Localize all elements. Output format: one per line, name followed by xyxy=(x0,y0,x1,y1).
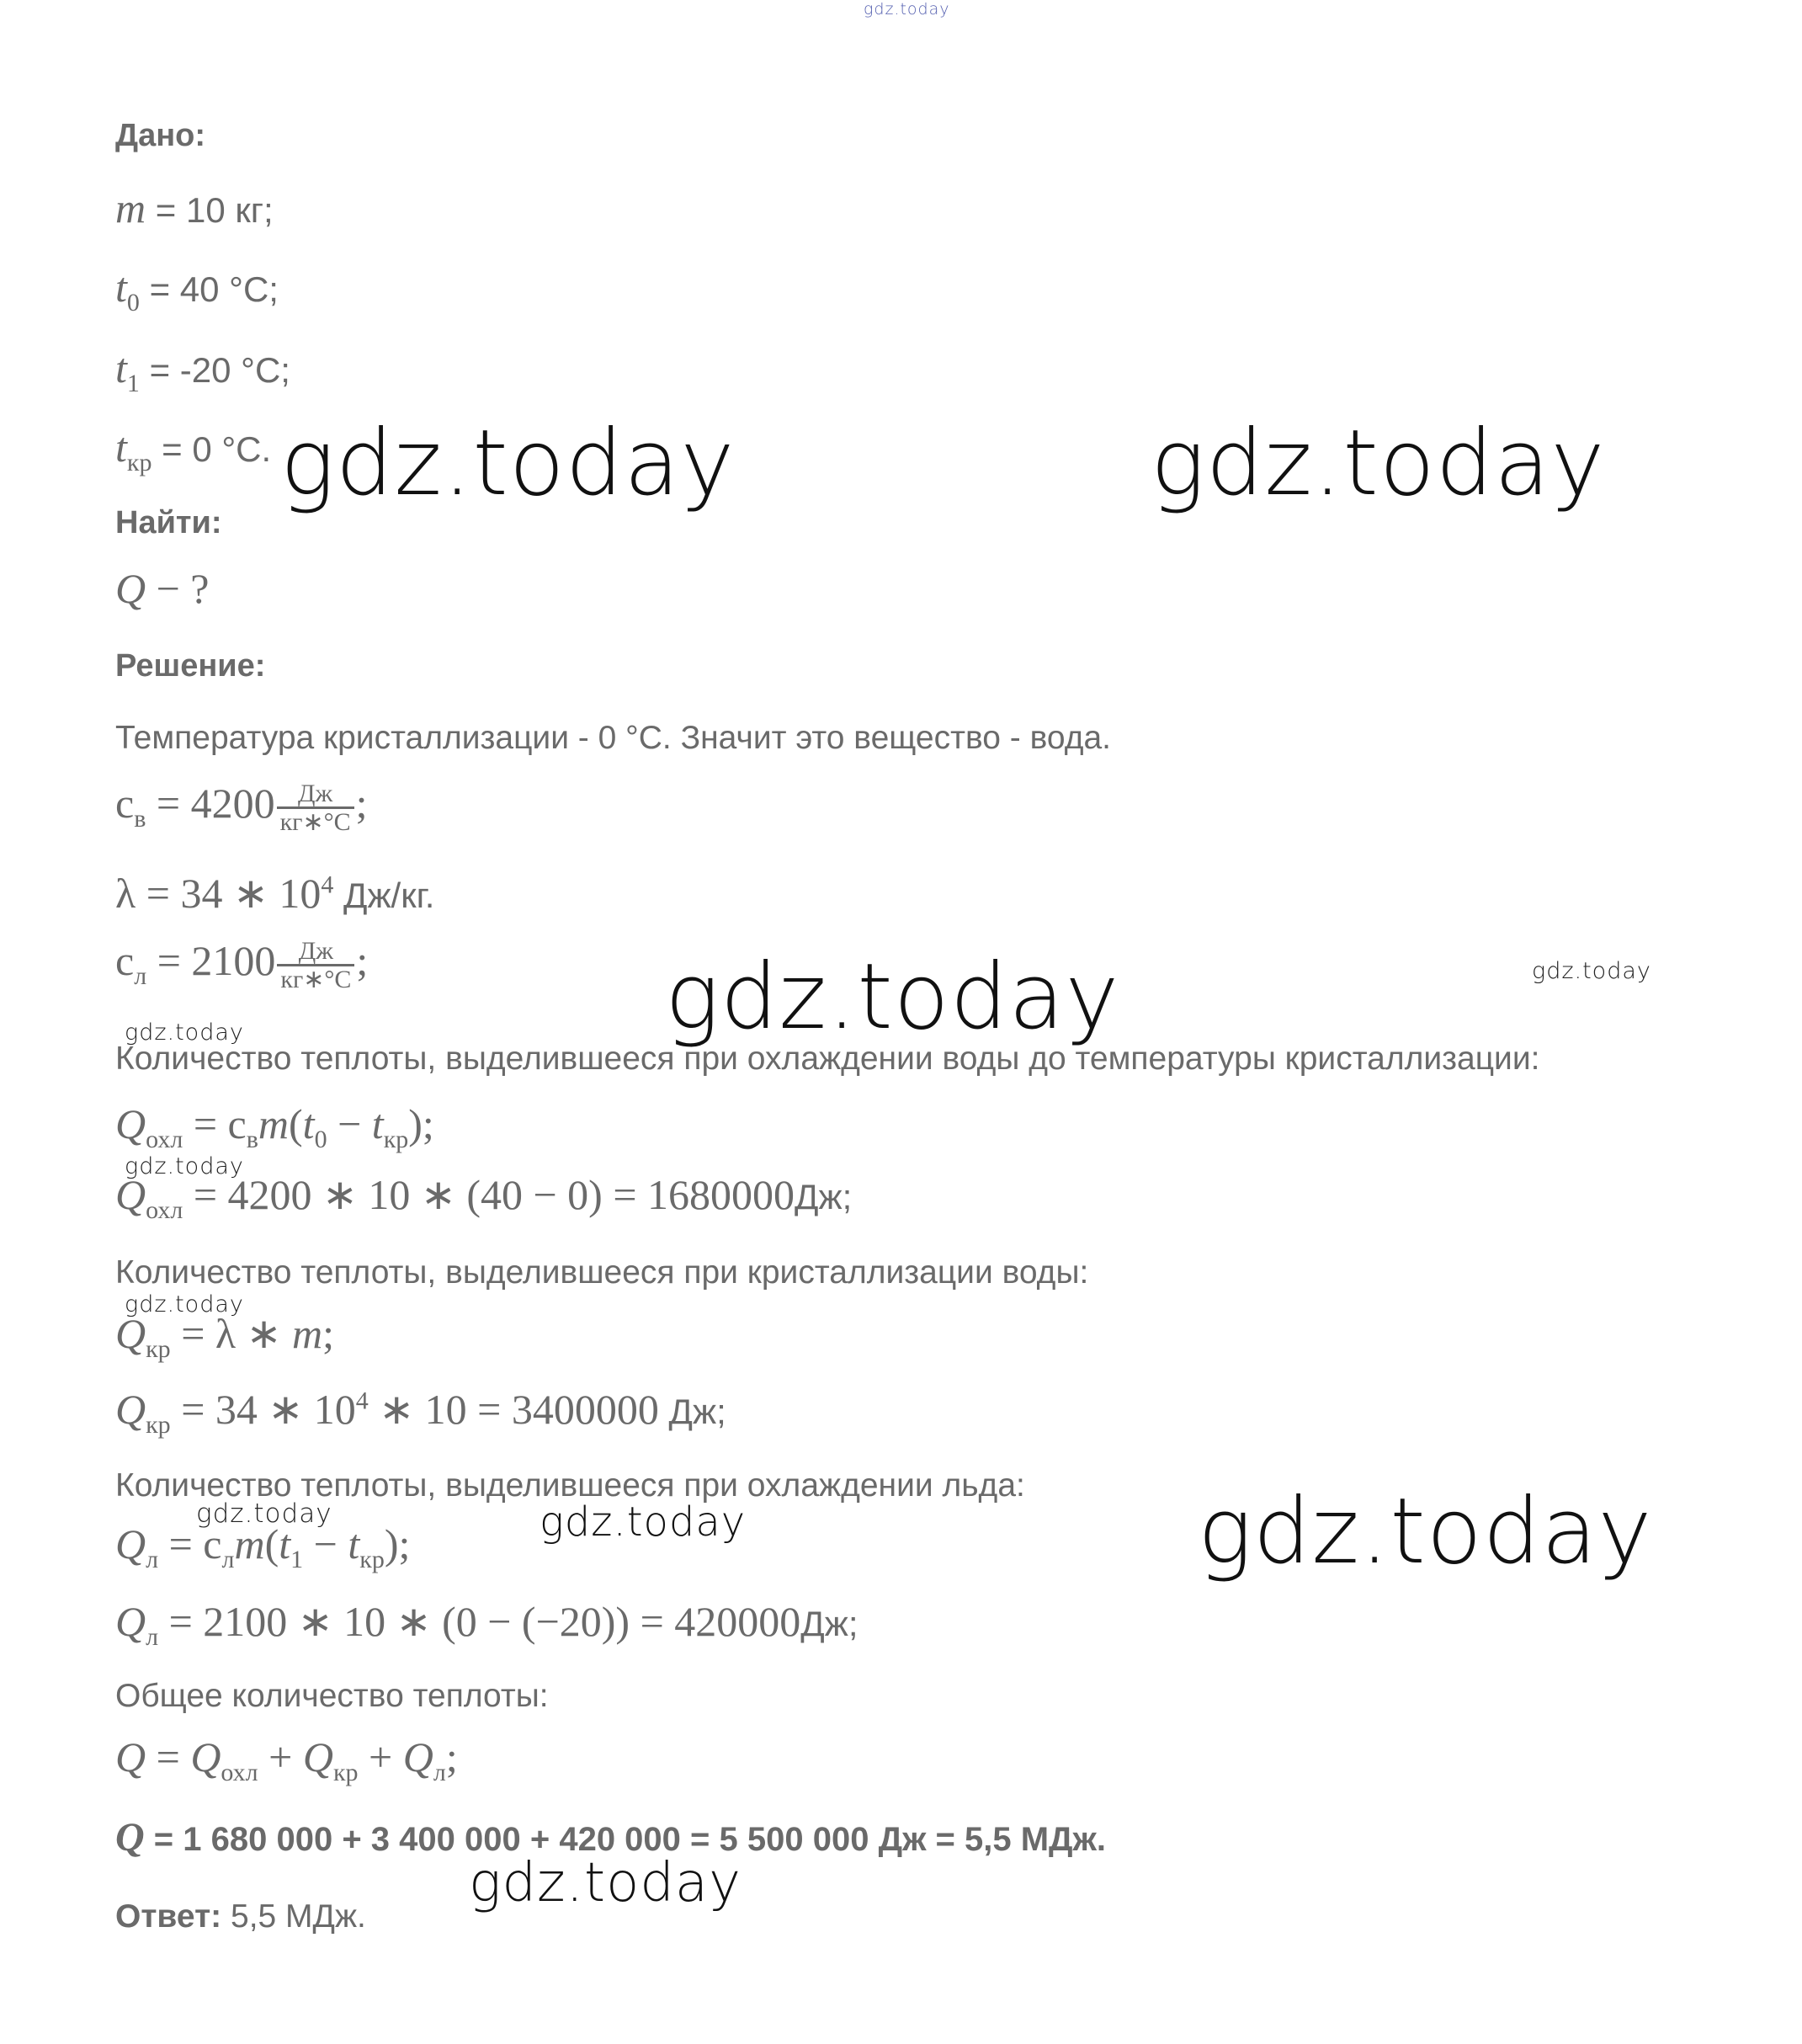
find-heading: Найти: xyxy=(115,505,222,540)
q-l-m: m xyxy=(234,1520,265,1568)
total-text: Общее количество теплоты: xyxy=(115,1678,549,1714)
q-ohl-close: ); xyxy=(408,1100,434,1147)
watermark-small-5: gdz.today xyxy=(196,1498,332,1529)
q-kr-lhs-sub: кр xyxy=(146,1335,171,1363)
q-kr-calc-exp: 4 xyxy=(355,1387,369,1415)
watermark-large-4: gdz.today xyxy=(1198,1479,1653,1584)
q-kr-calc-expr2: ∗ 10 = 3400000 xyxy=(368,1386,659,1433)
mass-value: = 10 кг; xyxy=(146,190,274,230)
watermark-small-2: gdz.today xyxy=(125,1019,244,1046)
lambda-symbol: λ xyxy=(115,870,136,917)
specific-heat-ice xyxy=(115,936,368,993)
q-ohl-calc-unit: Дж; xyxy=(795,1177,853,1216)
q-l-calc-expr: = 2100 ∗ 10 ∗ (0 − (−20)) = 420000 xyxy=(158,1598,801,1645)
cl-symbol: c xyxy=(115,937,135,984)
q-l-calc-unit: Дж; xyxy=(800,1604,858,1643)
q-ohl-open: ( xyxy=(289,1100,303,1147)
q-total-c-sub: л xyxy=(433,1759,446,1786)
answer xyxy=(115,1898,366,1935)
q-kr-calc xyxy=(115,1385,726,1440)
q-total-eq: = xyxy=(146,1733,191,1781)
tkr-subscript: кр xyxy=(126,449,152,476)
q-l-calc xyxy=(115,1597,858,1652)
lambda-unit: Дж/кг. xyxy=(333,876,435,915)
q-total-end: ; xyxy=(445,1733,458,1781)
given-t0 xyxy=(115,263,279,317)
cv-unit-fraction xyxy=(277,780,354,836)
watermark-large-5: gdz.today xyxy=(469,1852,742,1914)
watermark-small-3: gdz.today xyxy=(125,1153,244,1179)
crystal-text: Количество теплоты, выделившееся при кристаллизации воды: xyxy=(115,1254,1089,1291)
q-total-a: Q xyxy=(190,1733,221,1781)
cl-subscript: л xyxy=(134,962,147,990)
lambda-exponent: 4 xyxy=(321,870,334,899)
cl-unit-den: кг∗°С xyxy=(280,966,352,994)
q-ohl-formula xyxy=(115,1099,434,1154)
q-kr-expr: = λ ∗ xyxy=(170,1310,293,1357)
q-total-calc-rest: = 1 680 000 + 3 400 000 + 420 000 = 5 500 000 Дж = 5,5 МДж. xyxy=(144,1821,1107,1858)
watermark-large-2: gdz.today xyxy=(1151,411,1606,516)
cv-unit-den: кг∗°С xyxy=(279,808,351,837)
q-ohl-t: t xyxy=(302,1100,315,1147)
q-l-c-sub: л xyxy=(221,1546,235,1573)
tkr-value: = 0 °С. xyxy=(151,429,272,469)
q-ohl-lhs: Q xyxy=(115,1100,146,1147)
find-q-symbol: Q xyxy=(115,565,146,612)
q-l-calc-sub: л xyxy=(146,1623,159,1651)
q-ohl-lhs-sub: охл xyxy=(146,1126,183,1153)
cool-water-text: Количество теплоты, выделившееся при охлаждении воды до температуры кристаллизации: xyxy=(115,1041,1540,1077)
q-total-lhs: Q xyxy=(115,1733,146,1781)
t1-symbol: t xyxy=(115,344,127,391)
q-l-lhs: Q xyxy=(115,1520,146,1568)
q-kr-m: m xyxy=(292,1310,323,1357)
cv-subscript: в xyxy=(134,805,146,833)
q-l-t2: t xyxy=(348,1520,360,1568)
tkr-symbol: t xyxy=(115,423,127,471)
q-l-eq: = c xyxy=(158,1520,222,1568)
watermark-large-3: gdz.today xyxy=(665,945,1120,1050)
q-kr-lhs: Q xyxy=(115,1310,146,1357)
cl-unit-num: Дж xyxy=(277,938,354,967)
watermark-small-4: gdz.today xyxy=(125,1291,244,1317)
q-l-t2-sub: кр xyxy=(359,1546,385,1573)
cv-end: ; xyxy=(355,780,368,827)
watermark-top: gdz.today xyxy=(864,0,950,19)
watermark-medium-1: gdz.today xyxy=(540,1498,747,1546)
q-ohl-c-sub: в xyxy=(246,1126,258,1153)
q-l-open: ( xyxy=(264,1520,279,1568)
q-total-plus1: + xyxy=(258,1733,303,1781)
find-q xyxy=(115,564,210,613)
find-q-rest: − ? xyxy=(146,565,210,612)
t1-subscript: 1 xyxy=(126,370,140,397)
cool-ice-text: Количество теплоты, выделившееся при охлаждении льда: xyxy=(115,1467,1025,1504)
watermark-small-1: gdz.today xyxy=(1532,958,1651,984)
q-total-a-sub: охл xyxy=(221,1759,258,1786)
watermark-large-1: gdz.today xyxy=(280,411,736,516)
q-l-close: ); xyxy=(384,1520,411,1568)
q-ohl-t2-sub: кр xyxy=(383,1126,409,1153)
q-ohl-calc-expr: = 4200 ∗ 10 ∗ (40 − 0) = 1680000 xyxy=(183,1171,795,1218)
cv-symbol: c xyxy=(115,780,135,827)
q-total-b: Q xyxy=(302,1733,333,1781)
q-l-minus: − xyxy=(303,1520,348,1568)
cv-value: = 4200 xyxy=(146,780,275,827)
mass-symbol: m xyxy=(115,184,146,232)
q-ohl-minus: − xyxy=(327,1100,372,1147)
given-mass xyxy=(115,184,274,232)
q-l-t: t xyxy=(279,1520,291,1568)
lambda-value: = 34 ∗ 10 xyxy=(136,870,322,917)
q-ohl-calc-sub: охл xyxy=(146,1196,183,1224)
q-ohl-calc-lhs: Q xyxy=(115,1171,146,1218)
q-l-lhs-sub: л xyxy=(146,1546,159,1573)
solution-intro: Температура кристаллизации - 0 °С. Значит это вещество - вода. xyxy=(115,720,1112,756)
q-kr-calc-expr: = 34 ∗ 10 xyxy=(170,1386,356,1433)
t0-symbol: t xyxy=(115,263,127,311)
cl-value: = 2100 xyxy=(146,937,276,984)
given-tkr xyxy=(115,423,271,477)
q-kr-calc-sub: кр xyxy=(146,1411,171,1439)
answer-label: Ответ: xyxy=(115,1898,222,1935)
q-kr-calc-lhs: Q xyxy=(115,1386,146,1433)
q-total-calc-lhs: Q xyxy=(115,1815,145,1860)
cl-end: ; xyxy=(356,937,369,984)
specific-heat-water xyxy=(115,779,368,836)
q-ohl-eq: = c xyxy=(183,1100,247,1147)
t1-value: = -20 °С; xyxy=(139,350,290,390)
latent-heat xyxy=(115,869,434,918)
q-l-t-sub: 1 xyxy=(290,1546,304,1573)
q-ohl-t2: t xyxy=(371,1100,384,1147)
answer-value: 5,5 МДж. xyxy=(221,1898,366,1935)
t0-value: = 40 °С; xyxy=(139,269,279,309)
given-heading: Дано: xyxy=(115,118,206,153)
q-ohl-m: m xyxy=(258,1100,290,1147)
solution-heading: Решение: xyxy=(115,648,266,684)
cv-unit-num: Дж xyxy=(277,780,354,810)
q-kr-end: ; xyxy=(322,1310,335,1357)
q-total-b-sub: кр xyxy=(332,1759,359,1786)
q-kr-calc-unit: Дж; xyxy=(658,1392,726,1431)
q-l-calc-lhs: Q xyxy=(115,1598,146,1645)
q-ohl-t-sub: 0 xyxy=(314,1126,327,1153)
given-t1 xyxy=(115,343,290,398)
q-total-formula xyxy=(115,1733,458,1787)
q-total-plus2: + xyxy=(358,1733,403,1781)
t0-subscript: 0 xyxy=(126,289,140,317)
q-total-c: Q xyxy=(402,1733,433,1781)
cl-unit-fraction xyxy=(277,938,354,993)
